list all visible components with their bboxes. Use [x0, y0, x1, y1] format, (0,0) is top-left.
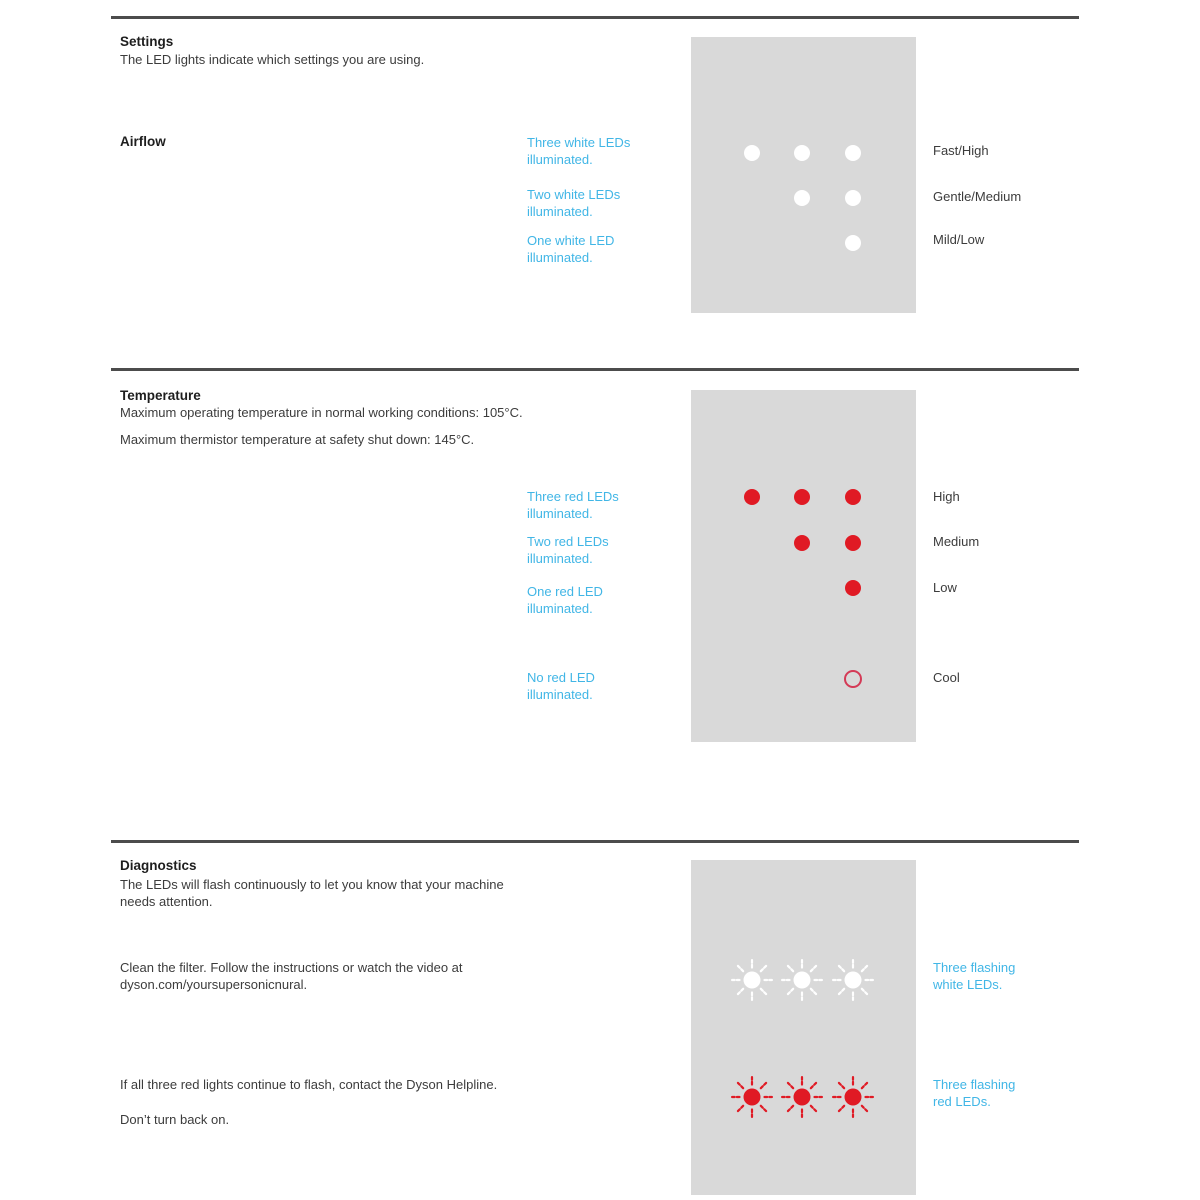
temp-caption-three-leds: Three red LEDs illuminated. [527, 489, 619, 521]
white-led-dot [744, 145, 760, 161]
red-flashing-led-icon [779, 1074, 825, 1120]
red-led-dot [744, 489, 760, 505]
airflow-caption-one-led: One white LED illuminated. [527, 233, 615, 265]
white-flashing-led-icon [830, 957, 876, 1003]
red-led-dot [845, 580, 861, 596]
airflow-caption-two-leds: Two white LEDs illuminated. [527, 187, 621, 219]
diagnostics-led-panel [691, 860, 916, 1195]
white-led-dot [794, 190, 810, 206]
temp-label-medium: Medium [933, 534, 980, 549]
temperature-led-panel [691, 390, 916, 742]
red-flashing-led-icon [729, 1074, 775, 1120]
diagnostics-note-helpline: If all three red lights continue to flash, contact the Dyson Helpline. [120, 1077, 498, 1092]
temperature-heading: Temperature [120, 388, 201, 403]
temperature-line1: Maximum operating temperature in normal working conditions: 105°C. [120, 405, 523, 420]
airflow-label-gentle-medium: Gentle/Medium [933, 189, 1022, 204]
airflow-label-mild-low: Mild/Low [933, 232, 985, 247]
airflow-label-fast-high: Fast/High [933, 143, 989, 158]
diagnostics-note-dont-turn-on: Don’t turn back on. [120, 1112, 230, 1127]
red-flashing-led-icon [830, 1074, 876, 1120]
white-flashing-led-icon [779, 957, 825, 1003]
temp-caption-no-led: No red LED illuminated. [527, 670, 595, 702]
diagnostics-description: The LEDs will flash continuously to let you know that your machine needs attention. [120, 877, 504, 909]
white-led-dot [845, 235, 861, 251]
section-divider [111, 840, 1079, 843]
diagnostics-note-filter: Clean the filter. Follow the instructions or watch the video at dyson.com/yoursupersonicnural. [120, 960, 463, 992]
white-led-dot [845, 190, 861, 206]
red-led-dot [845, 535, 861, 551]
settings-heading: Settings [120, 34, 174, 49]
temp-label-low: Low [933, 580, 957, 595]
red-led-dot [794, 489, 810, 505]
section-divider [111, 368, 1079, 371]
white-flashing-led-icon [729, 957, 775, 1003]
airflow-caption-three-leds: Three white LEDs illuminated. [527, 135, 631, 167]
airflow-heading: Airflow [120, 134, 166, 149]
white-led-dot [845, 145, 861, 161]
white-led-dot [794, 145, 810, 161]
diagnostics-caption-flashing-red: Three flashing red LEDs. [933, 1077, 1016, 1109]
airflow-led-panel [691, 37, 916, 313]
red-led-dot [845, 489, 861, 505]
temp-caption-one-led: One red LED illuminated. [527, 584, 603, 616]
red-led-dot [794, 535, 810, 551]
settings-description: The LED lights indicate which settings you are using. [120, 52, 425, 67]
section-divider [111, 16, 1079, 19]
temp-label-cool: Cool [933, 670, 960, 685]
led-off-ring [844, 670, 862, 688]
temp-caption-two-leds: Two red LEDs illuminated. [527, 534, 609, 566]
temp-label-high: High [933, 489, 960, 504]
temperature-line2: Maximum thermistor temperature at safety shut down: 145°C. [120, 432, 475, 447]
diagnostics-heading: Diagnostics [120, 858, 197, 873]
diagnostics-caption-flashing-white: Three flashing white LEDs. [933, 960, 1016, 992]
